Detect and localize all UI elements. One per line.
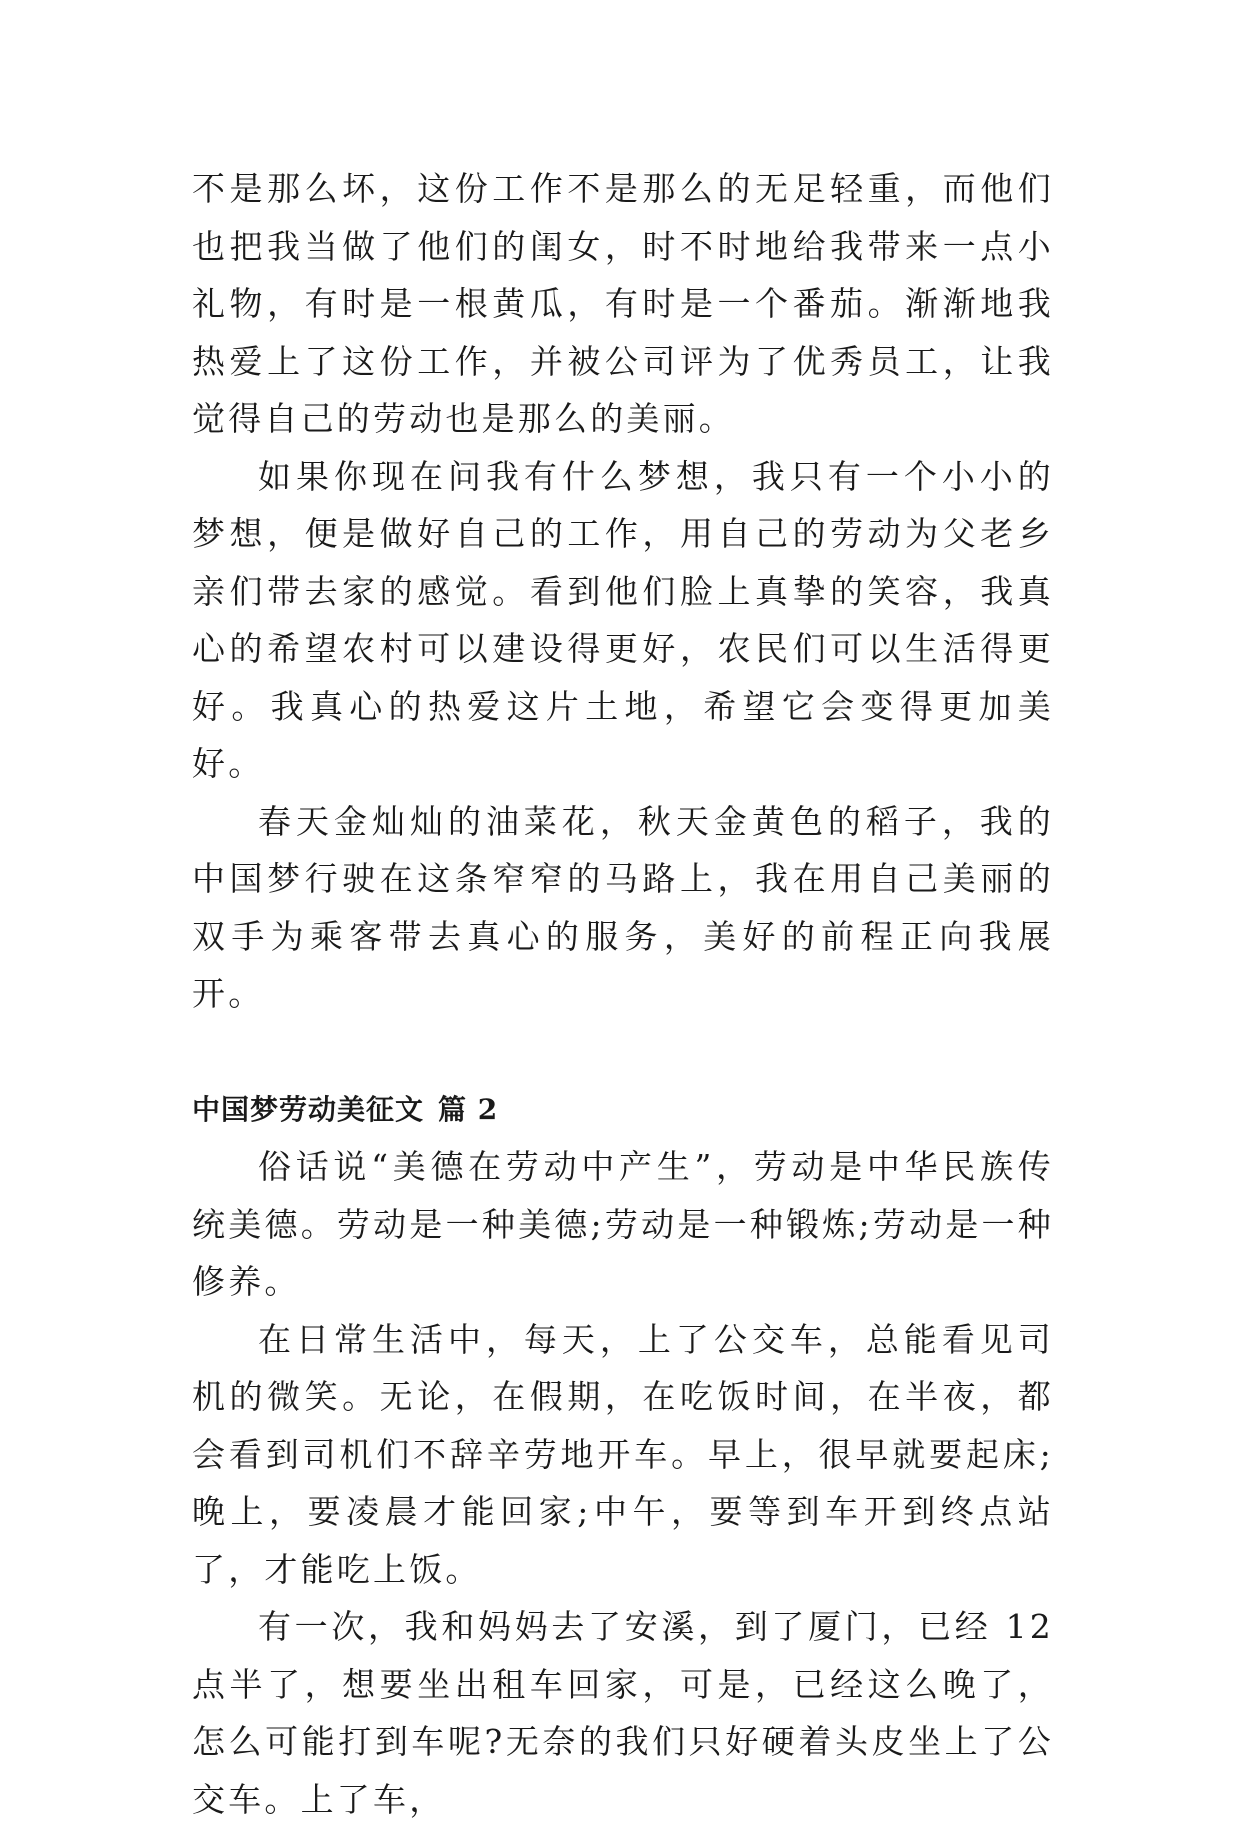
paragraph: 不是那么坏，这份工作不是那么的无足轻重，而他们也把我当做了他们的闺女，时不时地给我带来一点小礼物，有时是一根黄瓜，有时是一个番茄。渐渐地我热爱上了这份工作，并被公司评为了优秀员工，让我觉得自己的劳动也是那么的美丽。 — [192, 169, 1054, 438]
paragraph: 如果你现在问我有什么梦想，我只有一个小小的梦想，便是做好自己的工作，用自己的劳动为父老乡亲们带去家的感觉。看到他们脸上真挚的笑容，我真心的希望农村可以建设得更好，农民们可以生活得更好。我真心的热爱这片土地，希望它会变得更加美好。 — [192, 456, 1054, 783]
section-number: 篇 2 — [438, 1092, 499, 1126]
paragraph: 春天金灿灿的油菜花，秋天金黄色的稻子，我的中国梦行驶在这条窄窄的马路上，我在用自己美丽的双手为乘客带去真心的服务，美好的前程正向我展开。 — [192, 801, 1054, 1013]
section-title — [192, 1081, 1054, 1139]
paragraph: 有一次，我和妈妈去了安溪，到了厦门，已经 12 点半了，想要坐出租车回家，可是，已经这么晚了，怎么可能打到车呢?无奈的我们只好硬着头皮坐上了公交车。上了车， — [192, 1607, 1054, 1819]
section-title-text: 中国梦劳动美征文 — [192, 1092, 425, 1126]
paragraph: 在日常生活中，每天，上了公交车，总能看见司机的微笑。无论，在假期，在吃饭时间，在半夜，都会看到司机们不辞辛劳地开车。早上，很早就要起床;晚上，要凌晨才能回家;中午，要等到车开到终点站了，才能吃上饭。 — [192, 1319, 1054, 1589]
document-page — [192, 160, 1054, 1828]
paragraph: 俗话说“美德在劳动中产生”，劳动是中华民族传统美德。劳动是一种美德;劳动是一种锻炼;劳动是一种修养。 — [192, 1147, 1054, 1301]
